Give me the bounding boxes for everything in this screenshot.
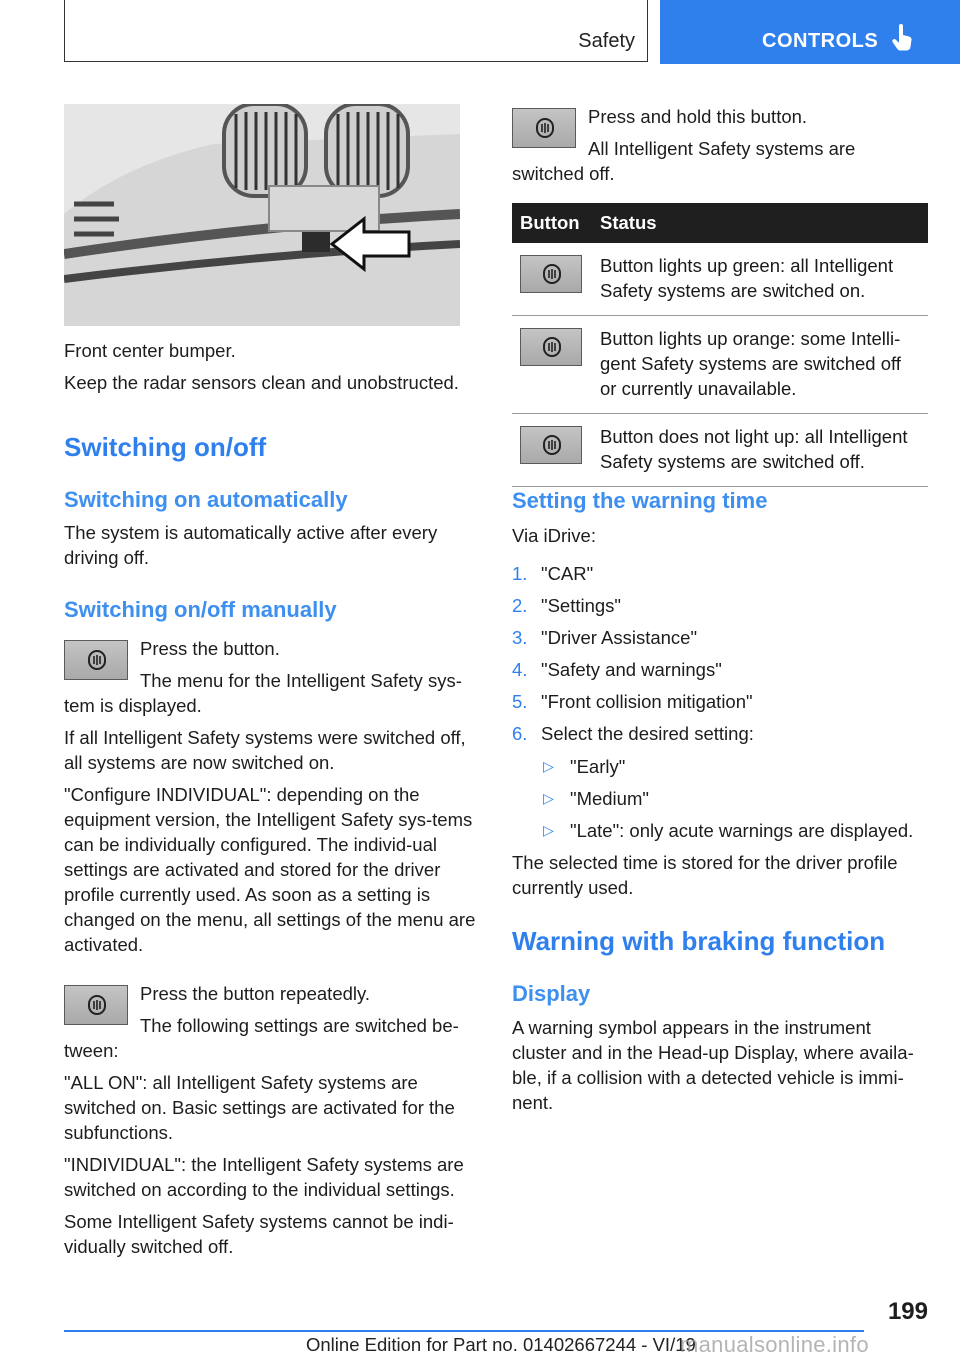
intelligent-safety-button-icon: [64, 640, 128, 680]
intelligent-safety-button-icon: [512, 108, 576, 148]
intelligent-safety-button-icon: [520, 328, 582, 366]
if-all-text: If all Intelligent Safety systems were switched off, all systems are now switched on.: [64, 727, 466, 773]
press-hold-text: Press and hold this button.: [588, 106, 808, 127]
footer-edition: Online Edition for Part no. 01402667244 - VI/19: [306, 1334, 696, 1355]
menu-displayed-line2: tem is displayed.: [64, 695, 202, 716]
all-off-line1: All Intelligent Safety systems are: [588, 138, 856, 159]
front-bumper-radar-photo: [64, 104, 460, 326]
press-button-text: Press the button.: [140, 638, 280, 659]
step-text: Select the desired setting:: [541, 723, 754, 744]
page-number: 199: [887, 1298, 928, 1325]
option-text: "Late": only acute warnings are displayed.: [570, 820, 914, 841]
heading-display: Display: [512, 981, 591, 1006]
step-number: 5.: [512, 691, 528, 712]
step-text: "Settings": [541, 595, 621, 616]
button-status-table: [512, 203, 928, 487]
keep-clean-text: Keep the radar sensors clean and unobstructed.: [64, 372, 459, 393]
auto-text: The system is automatically active after every driving off.: [64, 522, 438, 568]
bullet-triangle-icon: ▷: [543, 790, 554, 806]
all-off-line2: switched off.: [512, 163, 615, 184]
table-row: [512, 414, 928, 487]
heading-switching-manual: Switching on/off manually: [64, 597, 337, 622]
some-text: Some Intelligent Safety systems cannot be indi-vidually switched off.: [64, 1211, 454, 1257]
following-line1: The following settings are switched be-: [140, 1015, 459, 1036]
status-cell: Button does not light up: all Intelligent Safety systems are switched off.: [592, 414, 928, 487]
intelligent-safety-button-icon: [520, 255, 582, 293]
photo-caption: Front center bumper.: [64, 340, 236, 361]
option-text: "Early": [570, 756, 626, 777]
heading-switching: Switching on/off: [64, 432, 267, 462]
step-number: 3.: [512, 627, 528, 648]
step-number: 1.: [512, 563, 528, 584]
chapter-tab[interactable]: [660, 0, 960, 64]
heading-warning-time: Setting the warning time: [512, 488, 768, 513]
via-idrive-text: Via iDrive:: [512, 525, 596, 546]
heading-braking: Warning with braking function: [512, 926, 886, 956]
configure-text: "Configure INDIVIDUAL": depending on the equipment version, the Intelligent Safety sys-tems can be individually configured. The individ-ual settings are activated and stored for the driver profile currently used. As soon as a setting is changed on the menu, all settings of the menu are activated.: [64, 784, 476, 955]
table-row: [512, 243, 928, 316]
step-number: 4.: [512, 659, 528, 680]
step-text: "Safety and warnings": [541, 659, 722, 680]
table-row: [512, 316, 928, 414]
display-text: A warning symbol appears in the instrument cluster and in the Head-up Display, where availa-ble, if a collision with a detected vehicle is immi-nent.: [512, 1017, 914, 1113]
chapter-label: CONTROLS: [762, 30, 879, 52]
press-repeatedly-text: Press the button repeatedly.: [140, 983, 371, 1004]
step-text: "CAR": [541, 563, 594, 584]
pointing-hand-icon: [892, 24, 914, 52]
step-text: "Driver Assistance": [541, 627, 698, 648]
header-frame: [64, 0, 648, 62]
status-cell: Button lights up green: all Intelligent Safety systems are switched on.: [592, 243, 928, 316]
watermark: manualsonline.info: [680, 1332, 869, 1357]
heading-switching-auto: Switching on automatically: [64, 487, 348, 512]
step-number: 2.: [512, 595, 528, 616]
option-text: "Medium": [570, 788, 649, 809]
bullet-triangle-icon: ▷: [543, 822, 554, 838]
intelligent-safety-button-icon: [64, 985, 128, 1025]
section-label: Safety: [578, 30, 635, 52]
all-on-text: "ALL ON": all Intelligent Safety systems are switched on. Basic settings are activated for the subfunctions.: [64, 1072, 455, 1143]
stored-text: The selected time is stored for the driver profile currently used.: [512, 852, 898, 898]
column-header-button: Button: [512, 203, 592, 243]
intelligent-safety-button-icon: [520, 426, 582, 464]
status-cell: Button lights up orange: some Intelli-gent Safety systems are switched off or currently unavailable.: [592, 316, 928, 414]
table-header-row: [512, 203, 928, 243]
following-line2: tween:: [64, 1040, 119, 1061]
menu-displayed-line1: The menu for the Intelligent Safety sys-: [140, 670, 462, 691]
individual-text: "INDIVIDUAL": the Intelligent Safety systems are switched on according to the individual settings.: [64, 1154, 464, 1200]
column-header-status: Status: [592, 203, 928, 243]
step-text: "Front collision mitigation": [541, 691, 753, 712]
step-number: 6.: [512, 723, 528, 744]
bullet-triangle-icon: ▷: [543, 758, 554, 774]
